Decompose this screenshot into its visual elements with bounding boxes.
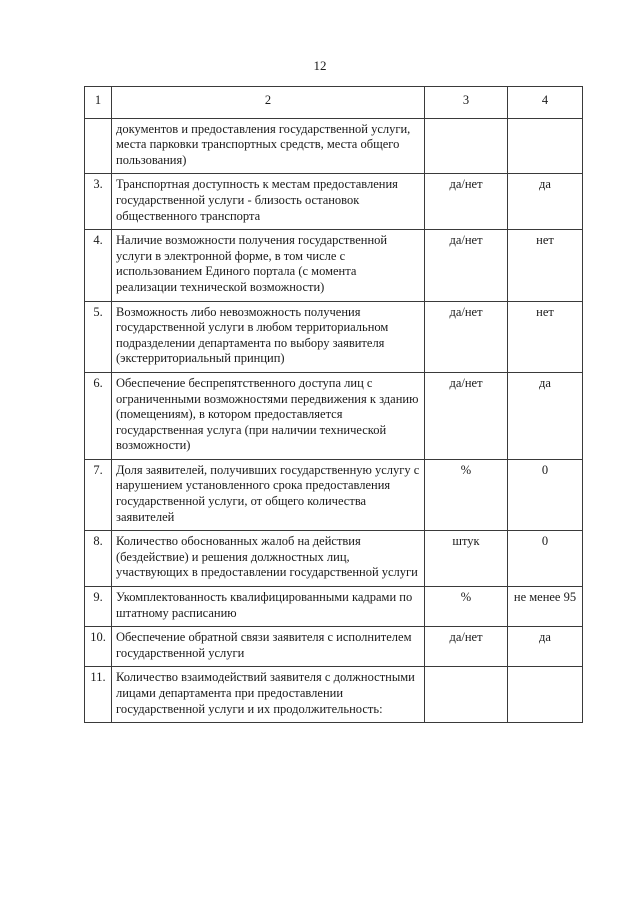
row-value: нет bbox=[508, 230, 583, 301]
row-indicator-text: Количество обоснованных жалоб на действия (бездействие) и решения должностных лиц, участвующих в предоставлении государственной услуги bbox=[112, 531, 425, 587]
row-indicator-text: Доля заявителей, получивших государственную услугу с нарушением установленного срока предоставления государственной услуги, от общего количества заявителей bbox=[112, 459, 425, 530]
row-unit: да/нет bbox=[425, 372, 508, 459]
row-indicator-text: Обеспечение беспрепятственного доступа лиц с ограниченными возможностями передвижения к зданию (помещениям), в котором предоставляется государственная услуга (при наличии технической возможности) bbox=[112, 372, 425, 459]
row-indicator-text: Возможность либо невозможность получения государственной услуги в любом территориальном подразделении департамента по выбору заявителя (экстерриториальный принцип) bbox=[112, 301, 425, 372]
page-number: 12 bbox=[313, 58, 327, 73]
header-cell-indicator: 2 bbox=[112, 87, 425, 119]
table-row bbox=[85, 118, 583, 174]
row-unit: да/нет bbox=[425, 301, 508, 372]
row-unit: да/нет bbox=[425, 230, 508, 301]
header-cell-number: 1 bbox=[85, 87, 112, 119]
row-value: 0 bbox=[508, 531, 583, 587]
row-number: 3. bbox=[85, 174, 112, 230]
row-number: 8. bbox=[85, 531, 112, 587]
row-value: да bbox=[508, 627, 583, 667]
row-unit: штук bbox=[425, 531, 508, 587]
row-unit bbox=[425, 118, 508, 174]
row-number: 7. bbox=[85, 459, 112, 530]
row-number: 9. bbox=[85, 587, 112, 627]
row-indicator-text: Количество взаимодействий заявителя с должностными лицами департамента при предоставлении государственной услуги и их продолжительность: bbox=[112, 667, 425, 723]
row-indicator-text: Обеспечение обратной связи заявителя с исполнителем государственной услуги bbox=[112, 627, 425, 667]
row-value: 0 bbox=[508, 459, 583, 530]
row-value: не менее 95 bbox=[508, 587, 583, 627]
header-cell-value: 4 bbox=[508, 87, 583, 119]
row-value: нет bbox=[508, 301, 583, 372]
row-unit: да/нет bbox=[425, 627, 508, 667]
row-indicator-text: Укомплектованность квалифицированными кадрами по штатному расписанию bbox=[112, 587, 425, 627]
table-row bbox=[85, 372, 583, 459]
row-value bbox=[508, 118, 583, 174]
row-value: да bbox=[508, 372, 583, 459]
table-row bbox=[85, 301, 583, 372]
row-number: 6. bbox=[85, 372, 112, 459]
row-indicator-text: Транспортная доступность к местам предоставления государственной услуги - близость остановок общественного транспорта bbox=[112, 174, 425, 230]
row-number: 4. bbox=[85, 230, 112, 301]
row-indicator-text: документов и предоставления государственной услуги, места парковки транспортных средств, места общего пользования) bbox=[112, 118, 425, 174]
row-indicator-text: Наличие возможности получения государственной услуги в электронной форме, в том числе с использованием Единого портала (с момента реализации технической возможности) bbox=[112, 230, 425, 301]
row-unit: % bbox=[425, 459, 508, 530]
table-row bbox=[85, 667, 583, 723]
row-unit bbox=[425, 667, 508, 723]
header-cell-unit: 3 bbox=[425, 87, 508, 119]
row-number: 5. bbox=[85, 301, 112, 372]
table-row bbox=[85, 230, 583, 301]
indicators-table bbox=[84, 86, 583, 723]
table-row bbox=[85, 459, 583, 530]
row-number: 11. bbox=[85, 667, 112, 723]
row-value: да bbox=[508, 174, 583, 230]
table-row bbox=[85, 531, 583, 587]
table-header-row bbox=[85, 87, 583, 119]
table-row bbox=[85, 627, 583, 667]
row-unit: да/нет bbox=[425, 174, 508, 230]
row-number bbox=[85, 118, 112, 174]
row-number: 10. bbox=[85, 627, 112, 667]
table-row bbox=[85, 587, 583, 627]
row-value bbox=[508, 667, 583, 723]
table-row bbox=[85, 174, 583, 230]
row-unit: % bbox=[425, 587, 508, 627]
